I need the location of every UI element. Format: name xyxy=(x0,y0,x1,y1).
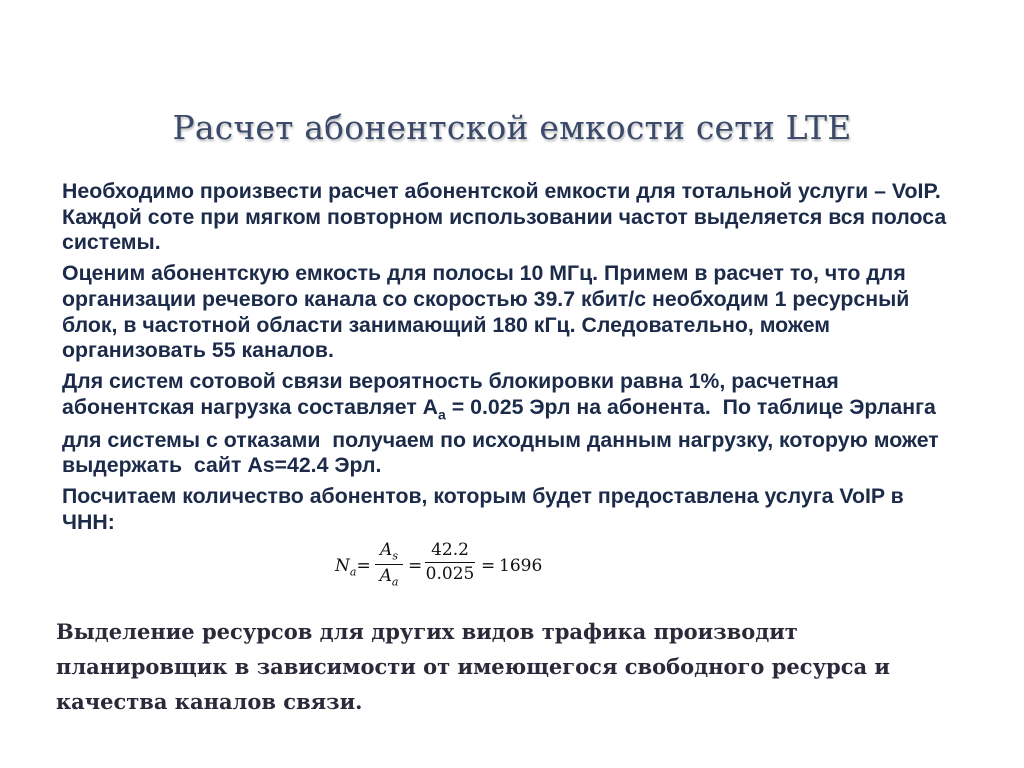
subscriber-formula xyxy=(335,540,575,592)
formula-fraction-numeric: $\frac{42.2}{0.025}$ xyxy=(425,540,475,584)
formula-result: 1696 xyxy=(499,556,543,576)
slide-title: Расчет абонентской емкости сети LTE xyxy=(172,108,852,147)
formula-lhs: $N_a=$ xyxy=(335,556,371,579)
paragraph-3: Для систем сотовой связи вероятность блокировки равна 1%, расчетная абонентская нагрузка составляет $A_a = 0.025$ Эрл на абонента. По таблице Эрланга для системы с отказами получаем по исходным данным нагрузку, которую может выдержать сайт As=42.4 Эрл. xyxy=(62,368,939,478)
resource-note: Выделение ресурсов для других видов трафика производит планировщик в зависимости от имеющегося свободного ресурса и качества каналов связи. xyxy=(56,619,890,714)
formula-fraction-symbolic: $\frac{A_s}{A_a}$ xyxy=(375,540,403,589)
paragraph-4: Посчитаем количество абонентов, которым будет предоставлена услуга VoIP в ЧНН: xyxy=(62,483,904,534)
paragraph-2: Оценим абонентскую емкость для полосы 10 МГц. Примем в расчет то, что для организации речевого канала со скоростью 39.7 кбит/с необходим 1 ресурсный блок, в частотной области занимающий 180 кГц. Следовательно, можем организовать 55 каналов. xyxy=(62,261,910,363)
paragraph-1: Необходимо произвести расчет абонентской емкости для тотальной услуги – VoIP. Каждой соте при мягком повторном использовании частот выделяется вся полоса системы. xyxy=(62,179,947,255)
formula-equals: = xyxy=(408,556,423,576)
formula-equals-2: = xyxy=(481,556,496,576)
slide-body xyxy=(62,179,962,540)
